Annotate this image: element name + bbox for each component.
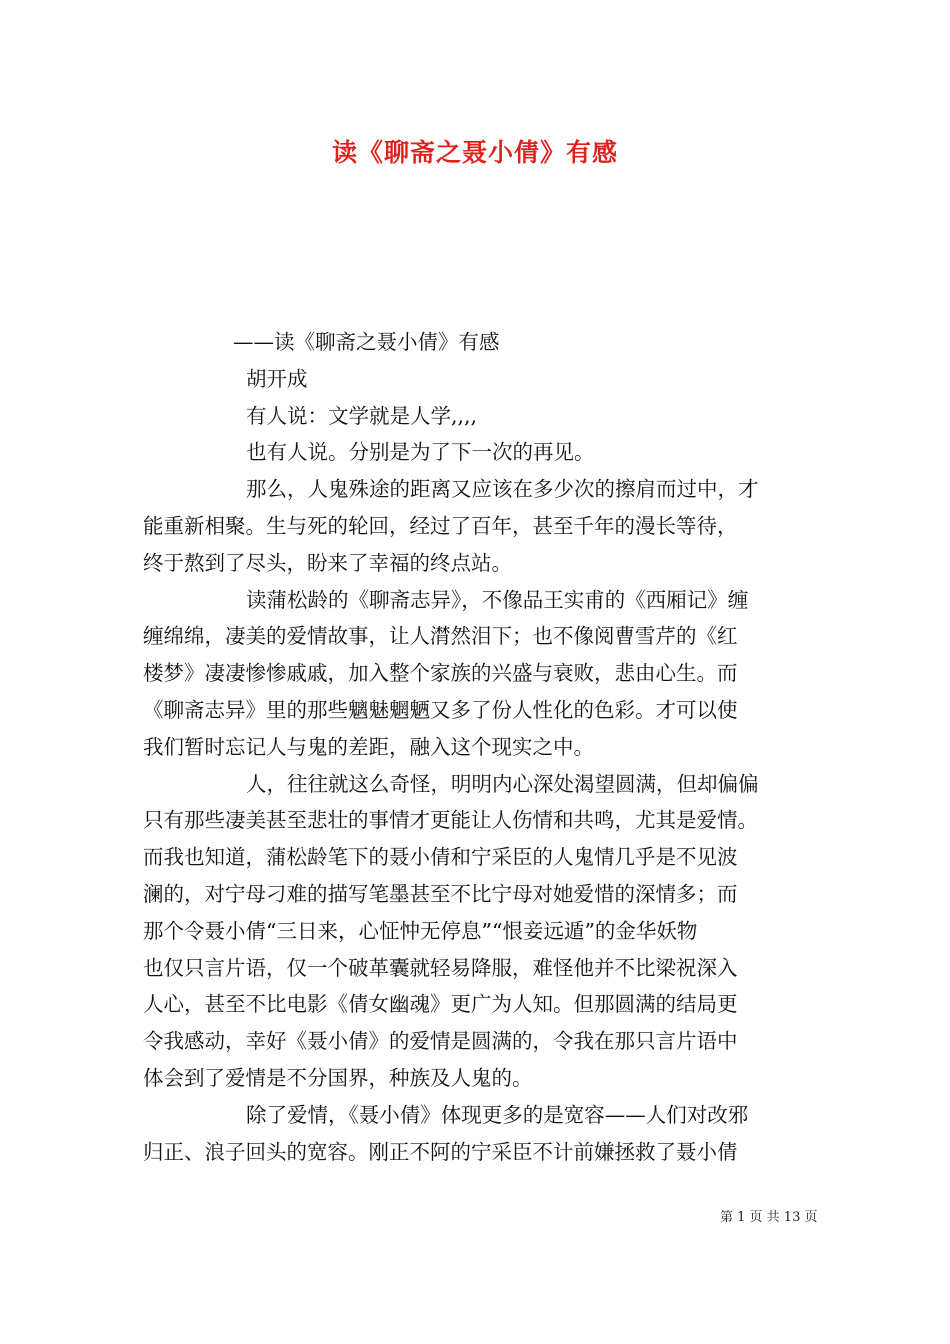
- text-line: 归正、浪子回头的宽容。刚正不阿的宁采臣不计前嫌拯救了聂小倩: [143, 1139, 738, 1164]
- text-line: 有人说：文学就是人学,,,,: [246, 403, 478, 428]
- text-line: 澜的，对宁母刁难的描写笔墨甚至不比宁母对她爱惜的深情多；而: [143, 881, 738, 906]
- author-line: 胡开成: [246, 366, 308, 391]
- text-line: 能重新相聚。生与死的轮回，经过了百年，甚至千年的漫长等待，: [143, 513, 738, 538]
- paragraph-start-line: 那么，人鬼殊途的距离又应该在多少次的擦肩而过中，才: [246, 477, 759, 502]
- text-line: 令我感动，幸好《聂小倩》的爱情是圆满的，令我在那只言片语中: [143, 1029, 738, 1054]
- paragraph-start-line: 人，往往就这么奇怪，明明内心深处渴望圆满，但却偏偏: [246, 771, 759, 796]
- page-number-footer: 第 1 页 共 13 页: [720, 1210, 818, 1225]
- text-line: 人心，甚至不比电影《倩女幽魂》更广为人知。但那圆满的结局更: [143, 992, 738, 1017]
- document-title: 读《聊斋之聂小倩》有感: [331, 138, 618, 167]
- text-line: 我们暂时忘记人与鬼的差距，融入这个现实之中。: [143, 734, 594, 759]
- text-line: 只有那些凄美甚至悲壮的事情才更能让人伤情和共鸣，尤其是爱情。: [143, 808, 758, 833]
- text-line: 而我也知道，蒲松龄笔下的聂小倩和宁采臣的人鬼情几乎是不见波: [143, 845, 738, 870]
- text-line: 也有人说。分别是为了下一次的再见。: [246, 440, 595, 465]
- text-line: 楼梦》凄凄惨惨戚戚，加入整个家族的兴盛与衰败，悲由心生。而: [143, 661, 738, 686]
- text-line: 也仅只言片语，仅一个破革囊就轻易降服，难怪他并不比梁祝深入: [143, 955, 738, 980]
- text-line: 缠绵绵，凄美的爱情故事，让人潸然泪下；也不像阅曹雪芹的《红: [143, 624, 738, 649]
- subtitle-line: ——读《聊斋之聂小倩》有感: [233, 330, 500, 354]
- text-line: 《聊斋志异》里的那些魑魅魍魉又多了份人性化的色彩。才可以使: [143, 697, 738, 722]
- text-line: 终于熬到了尽头，盼来了幸福的终点站。: [143, 550, 512, 575]
- text-line: 体会到了爱情是不分国界，种族及人鬼的。: [143, 1065, 533, 1090]
- paragraph-start-line: 除了爱情，《聂小倩》体现更多的是宽容——人们对改邪: [246, 1102, 749, 1127]
- paragraph-start-line: 读蒲松龄的《聊斋志异》，不像品王实甫的《西厢记》缠: [246, 587, 749, 612]
- text-line: 那个令聂小倩“三日来，心怔忡无停息”“恨妾远遁”的金华妖物: [143, 918, 698, 943]
- document-body: [143, 324, 823, 1170]
